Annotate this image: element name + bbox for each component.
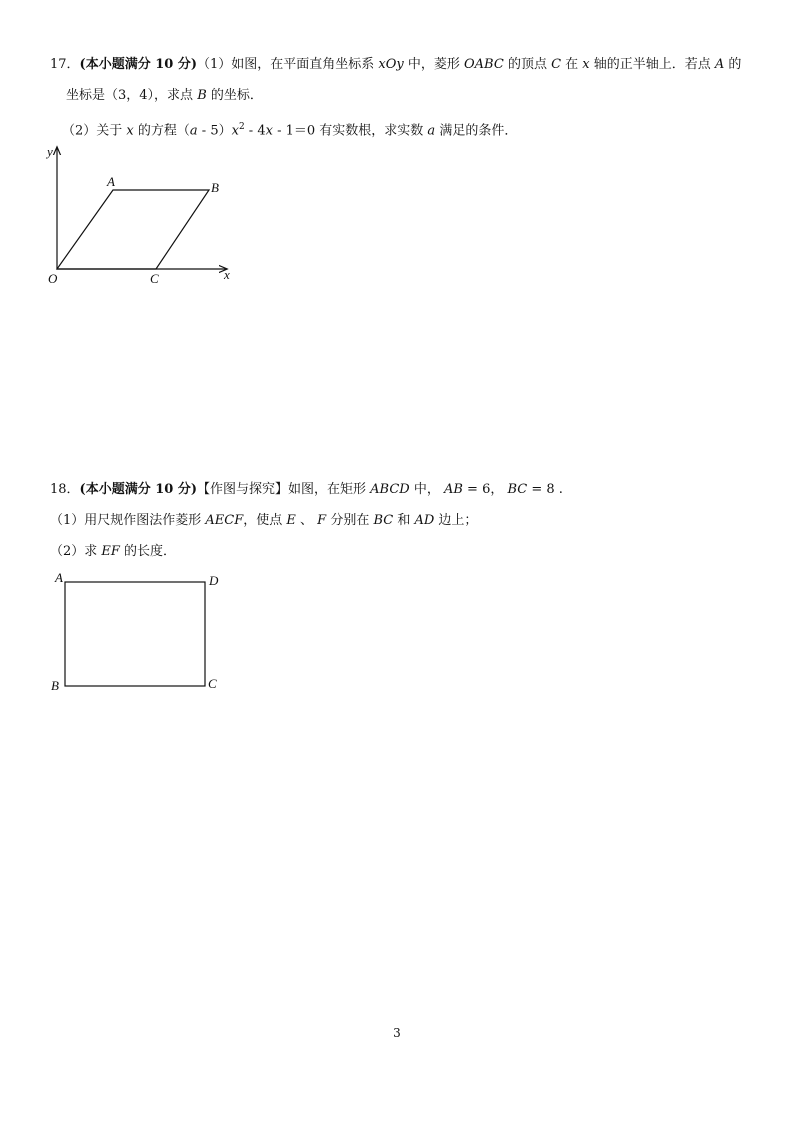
q18-text: 分别在 [326,513,374,528]
q17-var-a: a [427,123,436,139]
q17-number: 17． [50,57,80,72]
q17-line2 [66,87,263,105]
q18-var-ABCD: ABCD [370,482,410,497]
q18-label-C: C [208,676,217,691]
q18-text: 的长度． [119,544,177,559]
q17-var-x: x [265,123,273,139]
q18-number: 18． [50,482,80,497]
q17-rhombus-OABC [57,190,209,269]
q17-label-O: O [48,271,58,286]
q17-var-xOy: xOy [378,57,404,72]
q18-var-BC: BC [373,513,394,528]
q18-var-AECF: AECF [205,513,244,528]
q18-label-A: A [55,570,63,585]
q17-text: - 1＝0 有实数根，求实数 [272,123,428,139]
q17-var-B: B [197,88,207,103]
q17-superscript: 2 [238,122,245,132]
q17-text: - 5） [197,123,232,139]
q17-text: 坐标是（3，4），求点 [66,88,198,103]
q17-var-C: C [551,57,562,72]
q18-text: 、 [295,513,318,528]
q17-text: 中，菱形 [403,57,465,72]
q18-var-AB: AB [443,482,463,497]
q18-text: 边上； [434,513,478,528]
page-number: 3 [393,1026,401,1040]
q18-text: = 6， [462,482,508,497]
q17-text: 的坐标． [206,88,263,103]
q17-text: 轴的正半轴上．若点 [589,57,715,72]
q18-text: ，使点 [243,513,287,528]
q18-label-B: B [51,678,59,693]
q18-line2 [50,512,477,530]
q17-line3 [62,118,517,140]
q17-text: 的顶点 [503,57,552,72]
q17-var-A: A [714,57,725,72]
q18-var-E: E [286,513,296,528]
q17-label-y: y [47,144,53,159]
q18-var-F: F [317,513,327,528]
q17-label-A: A [107,174,115,189]
q17-figure-rhombus [40,140,260,290]
q18-figure-rectangle [45,568,235,698]
q17-text: （1）如图，在平面直角坐标系 [197,57,379,72]
q17-text: 满足的条件． [435,123,518,139]
q18-text: （1）用尺规作图法作菱形 [50,513,206,528]
q18-text: （2）求 [50,544,102,559]
q17-var-x: x [126,123,134,139]
q18-var-EF: EF [101,544,120,559]
q18-text: 和 [393,513,415,528]
q17-var-OABC: OABC [464,57,504,72]
q17-text: 在 [561,57,583,72]
q18-text: 【作图与探究】如图，在矩形 [197,482,371,497]
q17-score: (本小题满分 10 分) [79,57,197,72]
q17-text: 的 [724,57,742,72]
q17-text: （2）关于 [62,123,127,139]
q17-label-x: x [224,267,230,282]
q18-var-AD: AD [414,513,435,528]
q18-line3 [50,543,176,561]
q18-line1 [50,481,563,499]
q17-var-x: x [582,57,590,72]
q17-label-B: B [211,180,219,195]
q18-var-BC: BC [507,482,528,497]
q18-rectangle-ABCD [65,582,205,686]
q17-text: 的方程（ [133,123,190,139]
q18-text: 中， [409,482,444,497]
q17-label-C: C [150,271,159,286]
q18-score: (本小题满分 10 分) [79,482,197,497]
q18-text: = 8 . [527,482,563,497]
q17-var-a: a [189,123,198,139]
q17-var-x: x [231,123,239,139]
q17-line1 [50,56,741,74]
q17-text: - 4 [244,123,266,139]
q18-label-D: D [209,573,219,588]
